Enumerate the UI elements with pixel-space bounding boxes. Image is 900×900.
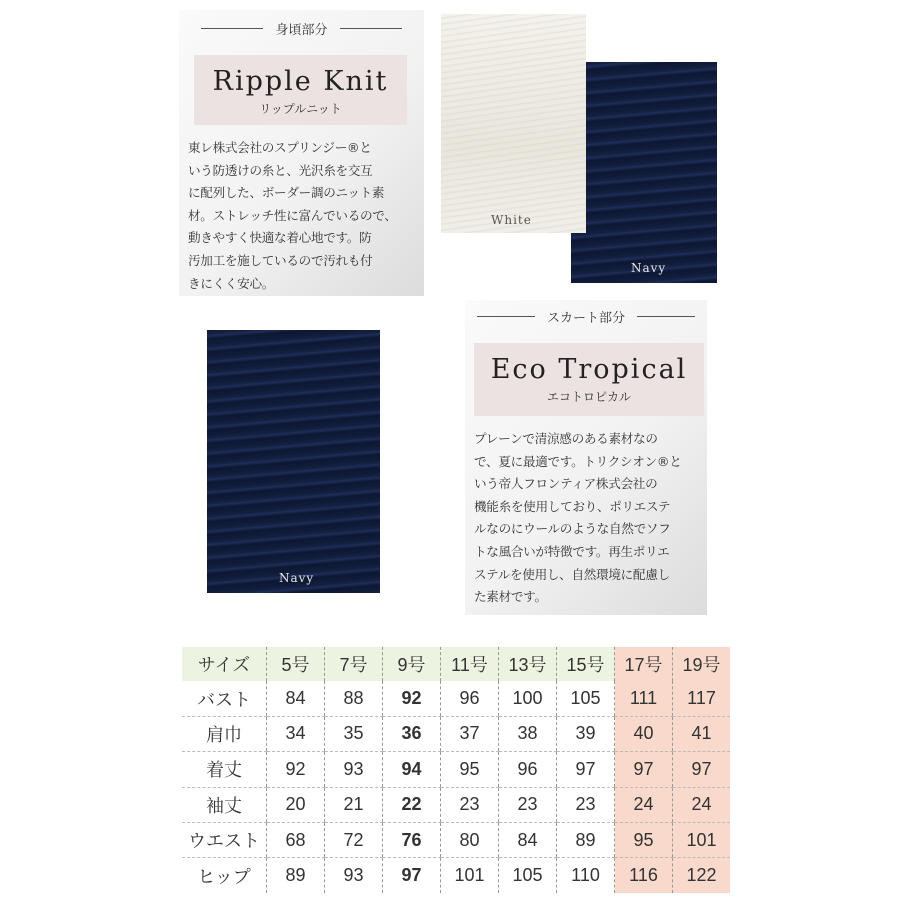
size-table xyxy=(182,647,730,893)
top-fabric-section-label xyxy=(179,18,424,38)
desc-line: 東レ株式会社のスプリンジー®と xyxy=(188,140,372,155)
skirt-fabric-section-label xyxy=(465,306,707,326)
table-row xyxy=(182,787,730,822)
table-cell: 111 xyxy=(615,681,673,716)
desc-line: きにくく安心。 xyxy=(188,275,275,291)
table-cell: 95 xyxy=(441,752,499,787)
table-cell: 97 xyxy=(557,752,615,787)
table-cell: 89 xyxy=(557,822,615,857)
swatch-label-navy: Navy xyxy=(279,571,315,585)
table-cell: 84 xyxy=(267,681,325,716)
table-row xyxy=(182,752,730,787)
table-cell: 40 xyxy=(615,716,673,751)
table-cell: 37 xyxy=(441,716,499,751)
table-cell: 23 xyxy=(441,787,499,822)
table-cell: 93 xyxy=(325,858,383,893)
desc-line: 材。ストレッチ性に富んでいるので、 xyxy=(188,207,397,223)
skirt-fabric-name-box xyxy=(474,343,704,416)
table-cell: 105 xyxy=(499,858,557,893)
desc-line: トな風合いが特徴です。再生ポリエ xyxy=(474,543,670,559)
table-cell: 110 xyxy=(557,858,615,893)
size-col-11: 11号 xyxy=(441,647,499,681)
row-label: バスト xyxy=(182,681,267,716)
table-cell: 84 xyxy=(499,822,557,857)
table-cell: 41 xyxy=(673,716,731,751)
size-col-19: 19号 xyxy=(673,647,731,681)
table-cell: 39 xyxy=(557,716,615,751)
white-swatch xyxy=(441,14,586,233)
row-label: ヒップ xyxy=(197,866,251,887)
table-cell: 105 xyxy=(557,681,615,716)
table-cell: 116 xyxy=(615,858,673,893)
table-cell: 34 xyxy=(267,716,325,751)
row-label: 肩巾 xyxy=(182,716,267,751)
size-header-label: サイズ xyxy=(182,647,267,681)
skirt-fabric-section-text: スカート部分 xyxy=(546,310,625,326)
desc-line: いう帝人フロンティア株式会社の xyxy=(474,476,658,492)
table-cell: 23 xyxy=(499,787,557,822)
size-col-15: 15号 xyxy=(557,647,615,681)
table-cell: 97 xyxy=(673,752,731,787)
size-col-9: 9号 xyxy=(383,647,441,681)
top-fabric-card xyxy=(179,10,424,296)
table-row xyxy=(182,681,730,716)
swatch-label-white: White xyxy=(491,213,532,227)
table-cell: 101 xyxy=(673,822,731,857)
table-cell: 76 xyxy=(383,822,441,857)
table-cell: 97 xyxy=(615,752,673,787)
table-cell: 35 xyxy=(325,716,383,751)
table-cell: 93 xyxy=(325,752,383,787)
size-table-header-row xyxy=(182,647,730,681)
table-cell: 95 xyxy=(615,822,673,857)
table-cell: 96 xyxy=(441,681,499,716)
top-fabric-name-en: Ripple Knit xyxy=(212,66,389,97)
table-cell: 100 xyxy=(499,681,557,716)
table-cell: 97 xyxy=(383,858,441,893)
table-row xyxy=(182,858,730,893)
table-cell: 88 xyxy=(325,681,383,716)
desc-line: プレーンで清涼感のある素材なの xyxy=(474,431,658,446)
table-cell: 21 xyxy=(325,787,383,822)
table-cell: 92 xyxy=(267,752,325,787)
table-cell: 80 xyxy=(441,822,499,857)
desc-line: いう防透けの糸と、光沢糸を交互 xyxy=(188,162,373,178)
table-cell: 92 xyxy=(383,681,441,716)
table-cell: 117 xyxy=(673,681,731,716)
desc-line: ステルを使用し、自然環境に配慮し xyxy=(474,566,670,582)
row-label: 着丈 xyxy=(182,752,267,787)
size-col-17: 17号 xyxy=(615,647,673,681)
top-fabric-section-text: 身頃部分 xyxy=(275,22,328,38)
desc-line: で、夏に最適です。トリクシオン®と xyxy=(474,453,682,469)
table-cell: 38 xyxy=(499,716,557,751)
skirt-fabric-name-jp: エコトロピカル xyxy=(546,390,631,404)
row-label: 袖丈 xyxy=(182,787,267,822)
top-fabric-name-jp: リップルニット xyxy=(259,102,342,116)
size-col-5: 5号 xyxy=(267,647,325,681)
table-cell: 72 xyxy=(325,822,383,857)
swatch-label-navy: Navy xyxy=(631,261,667,275)
table-cell: 94 xyxy=(383,752,441,787)
table-cell: 89 xyxy=(267,858,325,893)
desc-line: た素材です。 xyxy=(474,589,547,605)
table-cell: 20 xyxy=(267,787,325,822)
navy-swatch-skirt xyxy=(207,330,380,593)
table-cell: 96 xyxy=(499,752,557,787)
desc-line: 機能糸を使用しており、ポリエステ xyxy=(474,498,671,514)
desc-line: 汚加工を施しているので汚れも付 xyxy=(188,252,373,268)
top-fabric-description xyxy=(188,137,424,295)
skirt-fabric-card xyxy=(465,300,707,615)
desc-line: 動きやすく快適な着心地です。防 xyxy=(188,230,372,246)
size-col-13: 13号 xyxy=(499,647,557,681)
skirt-fabric-description xyxy=(474,428,706,609)
table-cell: 22 xyxy=(383,787,441,822)
table-cell: 36 xyxy=(383,716,441,751)
table-cell: 23 xyxy=(557,787,615,822)
size-col-7: 7号 xyxy=(325,647,383,681)
top-fabric-name-box xyxy=(194,55,407,125)
table-cell: 24 xyxy=(615,787,673,822)
desc-line: ルなのにウールのような自然でソフ xyxy=(474,521,671,537)
table-cell: 68 xyxy=(267,822,325,857)
table-cell: 101 xyxy=(441,858,499,893)
table-row xyxy=(182,716,730,751)
skirt-fabric-name-en: Eco Tropical xyxy=(490,354,688,385)
navy-swatch-top xyxy=(571,62,717,283)
table-row xyxy=(182,822,730,857)
row-label: ウエスト xyxy=(182,822,267,857)
table-cell: 24 xyxy=(673,787,731,822)
table-cell: 122 xyxy=(673,858,731,893)
desc-line: に配列した、ボーダー調のニット素 xyxy=(188,185,385,201)
